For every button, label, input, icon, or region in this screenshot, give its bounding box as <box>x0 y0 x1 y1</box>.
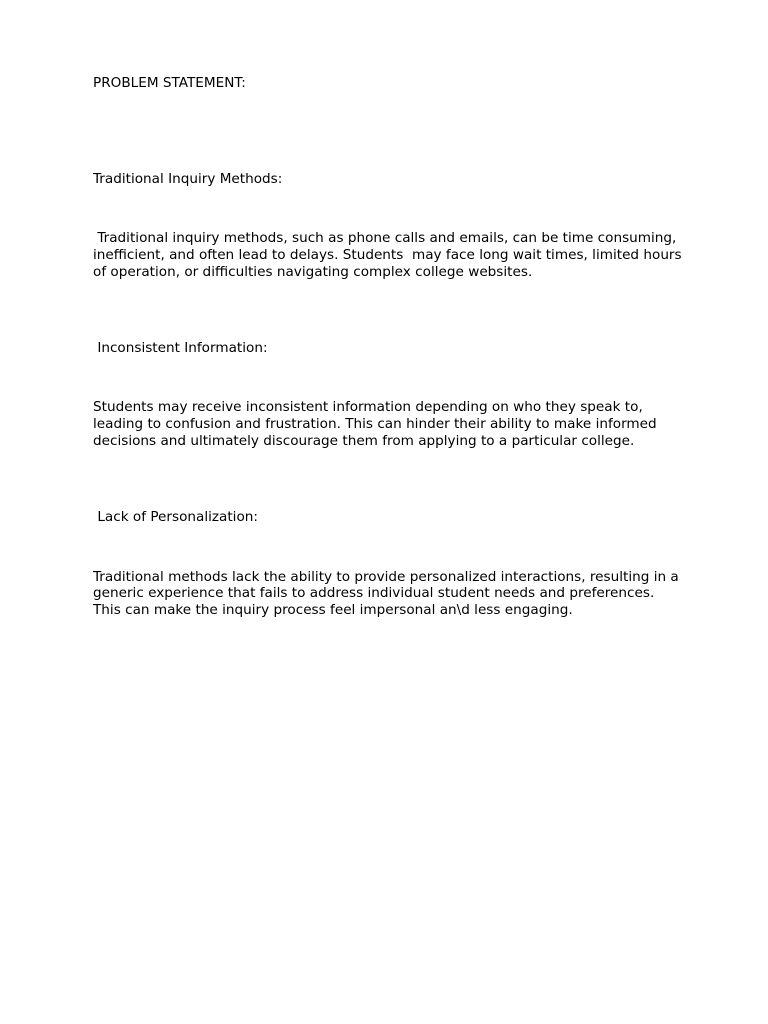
section-body-traditional-inquiry: Traditional inquiry methods, such as phone calls and emails, can be time consuming, inefficient, and often lead to delays. Students may face long wait times, limited hours of operation, or difficulties navigating complex college websites. <box>93 230 686 280</box>
page-title: PROBLEM STATEMENT: <box>93 74 246 91</box>
document-body <box>93 41 686 653</box>
section-heading-lack-of-personalization: Lack of Personalization: <box>93 509 258 526</box>
section-heading-traditional-inquiry: Traditional Inquiry Methods: <box>93 170 283 187</box>
section-heading-inconsistent-information: Inconsistent Information: <box>93 339 268 356</box>
section-body-lack-of-personalization: Traditional methods lack the ability to provide personalized interactions, resulting in a generic experience that fails to address individual student needs and preferences. This can make the inquiry process feel impersonal an\d less engaging. <box>93 568 684 619</box>
section-body-inconsistent-information: Students may receive inconsistent information depending on who they speak to, leading to confusion and frustration. This can hinder their ability to make informed decisions and ultimately discourage them from applying to a particular college. <box>93 399 661 449</box>
